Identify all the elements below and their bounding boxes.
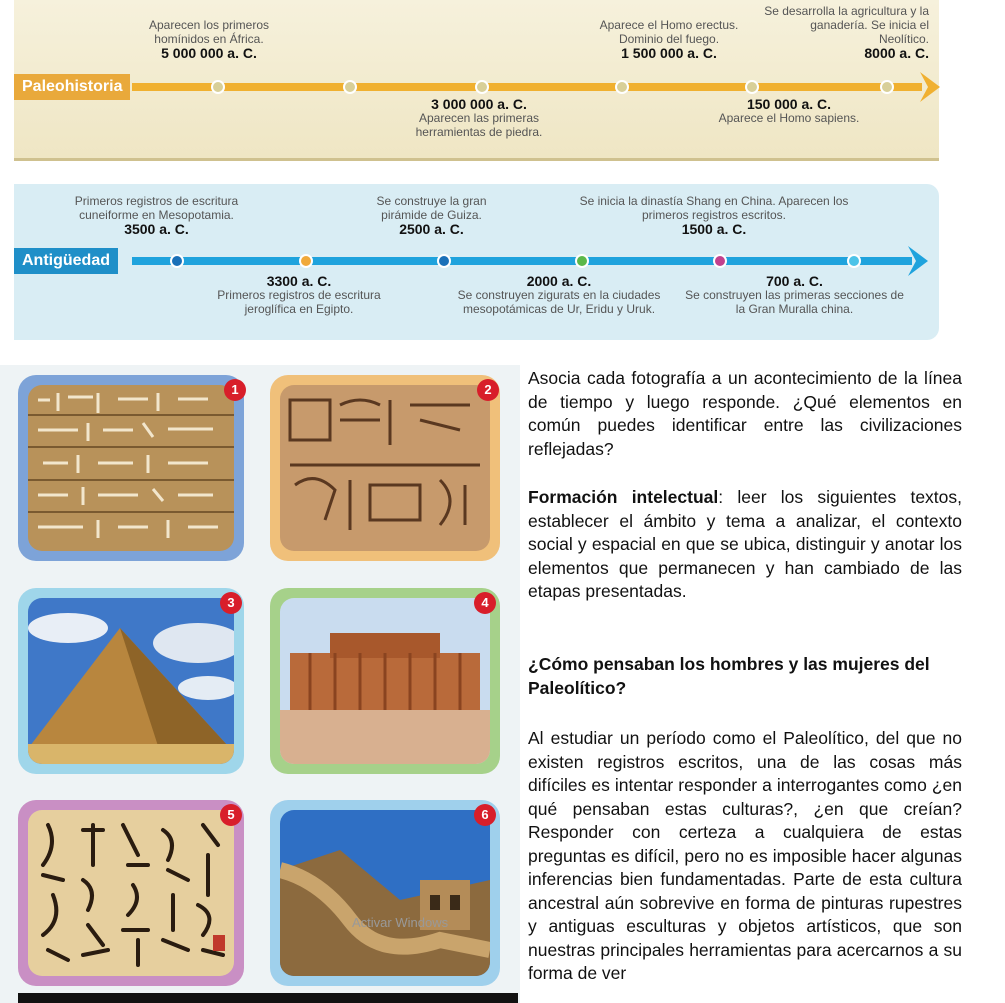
paleohistoria-timeline bbox=[14, 0, 939, 161]
formacion-body: : leer los siguientes textos, establecer el ámbito y tema a analizar, el contexto social y espacial en que se ubica, distinguir y anotar los elementos que permanecen y han cambiado de las etapas presentadas. bbox=[528, 487, 963, 601]
activate-windows-watermark: Activar Windows bbox=[352, 915, 449, 930]
paleo-dot-4 bbox=[616, 81, 628, 93]
ziggurat-image bbox=[280, 598, 490, 764]
antig-event-4: 2000 a. C. Se construyen zigurats en la ciudades mesopotámicas de Ur, Eridu y Uruk. bbox=[457, 273, 661, 316]
cuneiform-image bbox=[28, 385, 234, 551]
photo-number-6: 6 bbox=[474, 804, 496, 826]
photo-number-1: 1 bbox=[224, 379, 246, 401]
paleo-event-1: Aparecen los primeros homínidos en África. 5 000 000 a. C. bbox=[148, 18, 270, 61]
antig-dot-2 bbox=[300, 255, 312, 267]
photo-number-3: 3 bbox=[220, 592, 242, 614]
calligraphy-image bbox=[28, 810, 234, 976]
paleo-dot-1 bbox=[212, 81, 224, 93]
paleo-arrowhead bbox=[920, 72, 940, 102]
paleo-dot-5 bbox=[746, 81, 758, 93]
photo-number-4: 4 bbox=[474, 592, 496, 614]
bottom-bar bbox=[18, 993, 518, 1003]
paleo-dot-2 bbox=[344, 81, 356, 93]
antig-dot-6 bbox=[848, 255, 860, 267]
calligraphy-seal bbox=[213, 935, 225, 951]
paleo-axis-line bbox=[132, 83, 922, 91]
antig-event-6: 700 a. C. Se construyen las primeras secciones de la Gran Muralla china. bbox=[685, 273, 904, 316]
photo-chinese-calligraphy[interactable] bbox=[28, 810, 234, 976]
antig-axis-line bbox=[132, 257, 912, 265]
antiguedad-timeline bbox=[14, 184, 939, 340]
formacion-paragraph bbox=[528, 486, 962, 604]
antig-event-2: 3300 a. C. Primeros registros de escritura jeroglífica en Egipto. bbox=[217, 273, 381, 316]
paleo-event-4: 150 000 a. C. Aparece el Homo sapiens. bbox=[718, 96, 860, 125]
antig-dot-5 bbox=[714, 255, 726, 267]
antig-dot-1 bbox=[171, 255, 183, 267]
antig-dot-3 bbox=[438, 255, 450, 267]
antig-dot-4 bbox=[576, 255, 588, 267]
ziggurat-ground bbox=[280, 710, 490, 764]
paleo-dot-6 bbox=[881, 81, 893, 93]
section-heading: ¿Cómo pensaban los hombres y las mujeres del Paleolítico? bbox=[528, 654, 930, 698]
paleolitico-paragraph: Al estudiar un período como el Paleolítico, del que no existen registros escritos, una de las cosas más difíciles es intentar responder a interrogantes como ¿en qué pensaban estas culturas?, ¿en que creían? Responder con certeza a cualquiera de estas preguntas es difícil, pero no es imposible hacer algunas inferencias bien fundamentadas. Parte de esta cultura ancestral aún sobrevive en forma de pinturas rupestres y antiguas esculturas y objetos artísticos, que son nuestras principales herramientas para acercarnos a su forma de ver bbox=[528, 728, 962, 983]
photo-pyramid[interactable] bbox=[28, 598, 234, 764]
pyramid-ground bbox=[28, 744, 234, 764]
paleo-event-3: Aparece el Homo erectus. Dominio del fuego. 1 500 000 a. C. bbox=[599, 18, 739, 61]
great-wall-window-2 bbox=[450, 895, 460, 910]
photo-hieroglyphs[interactable] bbox=[280, 385, 490, 551]
formacion-title: Formación intelectual bbox=[528, 487, 719, 507]
hieroglyph-bg bbox=[280, 385, 490, 551]
great-wall-window-1 bbox=[430, 895, 440, 910]
antig-event-3: Se construye la gran pirámide de Guiza. 2500 a. C. bbox=[376, 194, 487, 237]
photo-number-5: 5 bbox=[220, 804, 242, 826]
antig-event-1: Primeros registros de escritura cuneiforme en Mesopotamia. 3500 a. C. bbox=[74, 194, 239, 237]
instruction-paragraph: Asocia cada fotografía a un acontecimiento de la línea de tiempo y luego responde. ¿Qué elementos en común puedes identificar entre las civilizaciones reflejadas? bbox=[528, 368, 962, 459]
photo-great-wall[interactable] bbox=[280, 810, 490, 976]
paleo-event-2: 3 000 000 a. C. Aparecen las primeras herramientas de piedra. bbox=[415, 96, 543, 139]
paleohistoria-label: Paleohistoria bbox=[14, 74, 130, 100]
pyramid-image bbox=[28, 598, 234, 764]
photo-ziggurat[interactable] bbox=[280, 598, 490, 764]
antig-event-5: Se inicia la dinastía Shang en China. Aparecen los primeros registros escritos. 1500 a. C. bbox=[579, 194, 849, 237]
photo-cuneiform-tablet[interactable] bbox=[28, 385, 234, 551]
antiguedad-label: Antigüedad bbox=[14, 248, 118, 274]
photo-number-2: 2 bbox=[477, 379, 499, 401]
pyramid-cloud-1 bbox=[28, 613, 108, 643]
paleo-event-5: Se desarrolla la agricultura y la ganadería. Se inicia el Neolítico. 8000 a. C. bbox=[764, 4, 929, 61]
great-wall-image bbox=[280, 810, 490, 976]
paleo-dot-3 bbox=[476, 81, 488, 93]
hieroglyph-image bbox=[280, 385, 490, 551]
